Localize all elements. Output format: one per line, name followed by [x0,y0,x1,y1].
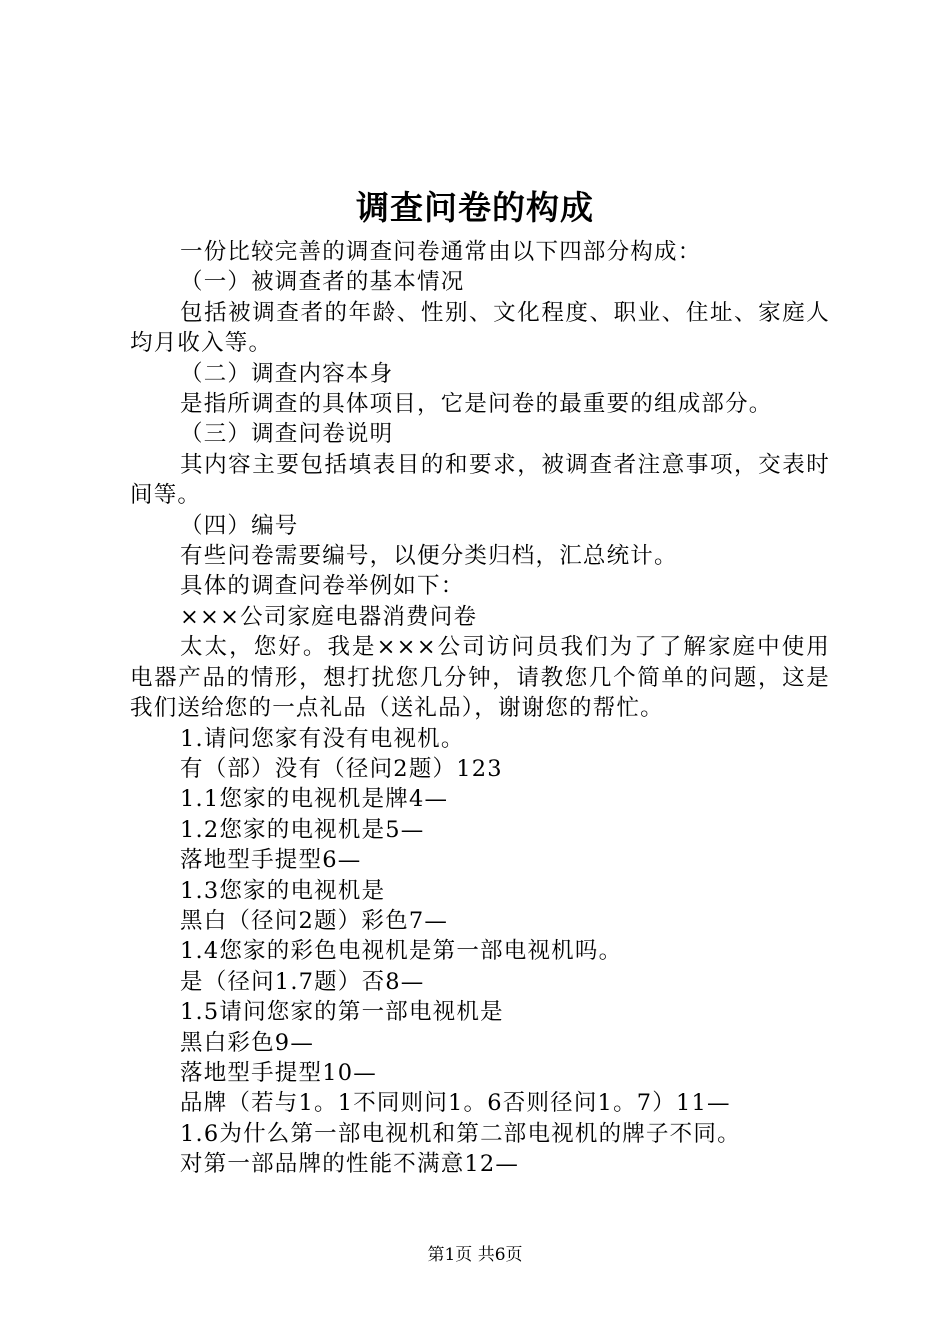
paragraph: 落地型手提型6— [180,847,362,874]
paragraph: （一）被调查者的基本情况 [180,269,465,296]
paragraph: 其内容主要包括填表目的和要求，被调查者注意事项，交表时间等。 [130,451,830,509]
paragraph: 具体的调查问卷举例如下： [180,573,465,600]
paragraph: 品牌（若与1。1不同则问1。6否则径问1。7）11— [180,1090,731,1117]
paragraph: 1.6为什么第一部电视机和第二部电视机的牌子不同。 [180,1120,741,1147]
paragraph: 1.2您家的电视机是5— [180,816,425,843]
document-body [130,237,830,1180]
paragraph: ×××公司家庭电器消费问卷 [180,603,478,630]
paragraph: 1.请问您家有没有电视机。 [180,725,465,752]
paragraph: 1.4您家的彩色电视机是第一部电视机吗。 [180,938,623,965]
page-footer: 第1页 共6页 [427,1245,523,1265]
paragraph: 太太，您好。我是×××公司访问员我们为了了解家庭中使用电器产品的情形，想打扰您几分钟，请教您几个简单的问题，这是我们送给您的一点礼品（送礼品），谢谢您的帮忙。 [130,634,830,722]
document-title: 调查问卷的构成 [356,188,594,227]
paragraph: 对第一部品牌的性能不满意12— [180,1151,520,1178]
paragraph: 包括被调查者的年龄、性别、文化程度、职业、住址、家庭人均月收入等。 [130,299,830,357]
paragraph: 落地型手提型10— [180,1059,377,1086]
paragraph: （二）调查内容本身 [180,360,394,387]
paragraph: 1.3您家的电视机是 [180,877,386,904]
paragraph: （四）编号 [180,512,299,539]
paragraph: 黑白（径问2题）彩色7— [180,907,449,934]
paragraph: 1.5请问您家的第一部电视机是 [180,999,504,1026]
paragraph: 一份比较完善的调查问卷通常由以下四部分构成： [180,239,702,265]
paragraph: 是（径问1.7题）否8— [180,968,425,995]
paragraph: （三）调查问卷说明 [180,421,394,448]
paragraph: 有（部）没有（径问2题）123 [180,755,503,782]
paragraph: 有些问卷需要编号，以便分类归档，汇总统计。 [180,543,678,570]
paragraph: 1.1您家的电视机是牌4— [180,786,449,813]
paragraph: 是指所调查的具体项目，它是问卷的最重要的组成部分。 [180,391,773,418]
paragraph: 黑白彩色9— [180,1029,315,1056]
